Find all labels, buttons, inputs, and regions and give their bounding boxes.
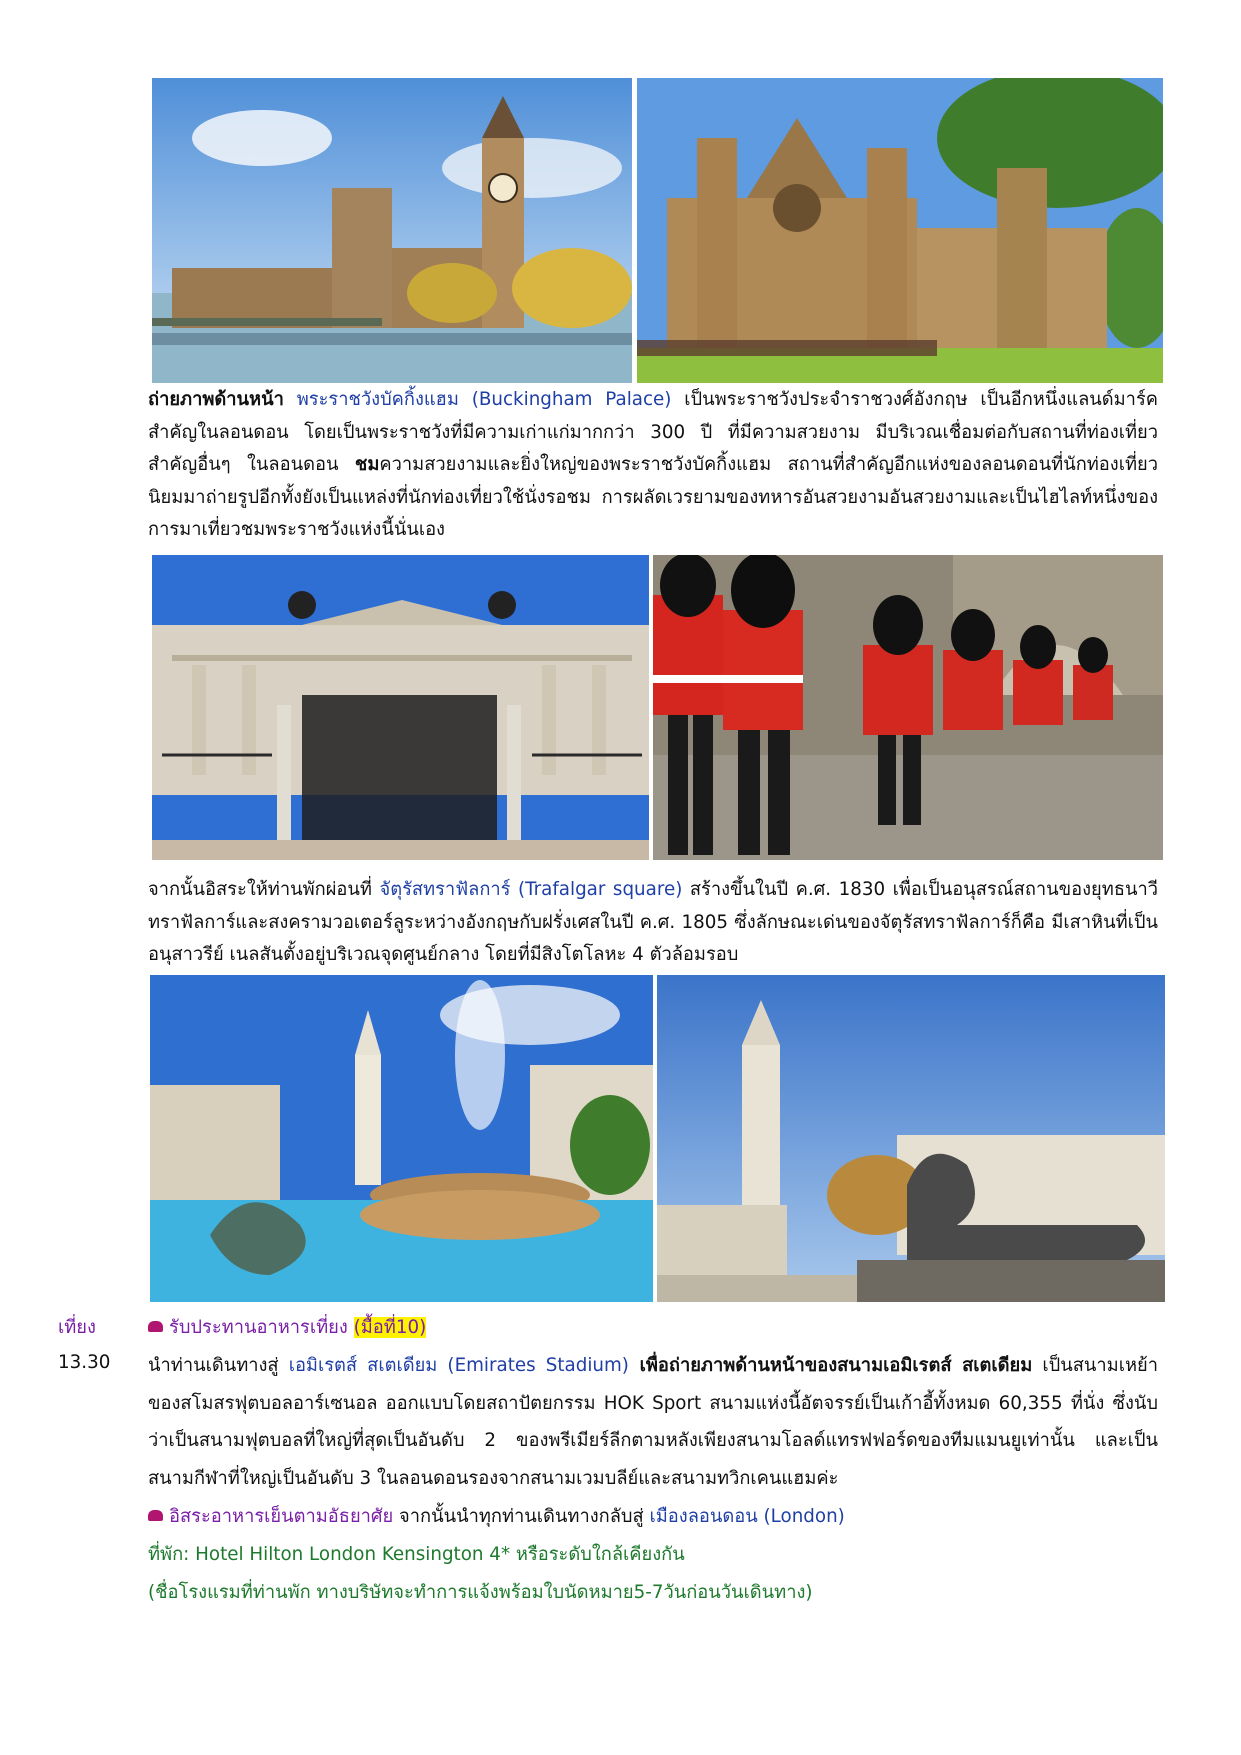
para2-text: สร้างขึ้นในปี ค.ศ. 1830 เพื่อเป็นอนุสรณ์สถานของยุทธนาวีทราฟัลการ์และสงครามวอเตอร์ลูระหว่างอังกฤษกับฝรั่งเศสในปี ค.ศ. 1805 ซึ่งลักษณะเด่นของจัตุรัสทราฟัลการ์ก็คือ มีเสาหินที่เป็นอนุสาวรีย์ เนลสันตั้งอยู่บริเวณจุดศูนย์กลาง โดยที่มีสิงโตโลหะ 4 ตัวล้อมรอบ [148, 879, 1159, 965]
lunch-line [148, 1313, 426, 1342]
afternoon-time-label: 13.30 [58, 1352, 111, 1373]
trafalgar-fountain-photo [150, 975, 653, 1302]
afternoon-bold: เพื่อถ่ายภาพด้านหน้าของสนามเอมิเรตส์ สเตเดียม [628, 1355, 1033, 1376]
big-ben-parliament-photo [152, 78, 632, 383]
london-link[interactable]: เมืองลอนดอน (London) [649, 1506, 845, 1527]
trafalgar-lion-photo [657, 975, 1165, 1302]
dinner-line [148, 1502, 845, 1531]
para1-text-b: ความสวยงามและยิ่งใหญ่ของพระราชวังบัคกิ้งแฮม สถานที่สำคัญอีกแห่งของลอนดอนที่นักท่องเที่ยวนิยมมาถ่ายรูปอีกทั้งยังเป็นแหล่งที่นักท่องเที่ยวใช้นั่งรอชม การผลัดเวรยามของทหารอันสวยงามอันสวยงามและเป็นไฮไลท์หนึ่งของการมาเที่ยวชมพระราชวังแห่งนี้นั่นเอง [148, 454, 1158, 540]
para2-lead: จากนั้นอิสระให้ท่านพักผ่อนที่ [148, 879, 380, 900]
buckingham-paragraph [148, 384, 1158, 547]
westminster-abbey-photo [637, 78, 1163, 383]
afternoon-text: เป็นสนามเหย้าของสโมสรฟุตบอลอาร์เซนอล ออกแบบโดยสถาปัตยกรรม HOK Sport สนามแห่งนี้อัตจรรย์เป็นเก้าอี้ทั้งหมด 60,355 ที่นั่ง ซึ่งนับว่าเป็นสนามฟุตบอลที่ใหญ่ที่สุดเป็นอันดับ 2 ของพรีเมียร์ลีกตามหลังเพียงสนามโอลด์แทรฟฟอร์ดของทีมแมนยูเท่านั้น และเป็นสนามกีฬาที่ใหญ่เป็นอันดับ 3 ในลอนดอนรองจากสนามเวมบลีย์และสนามทวิกเคนแฮมค่ะ [148, 1355, 1159, 1489]
buckingham-palace-gates-photo [152, 555, 649, 860]
royal-guards-march-photo [653, 555, 1163, 860]
buckingham-palace-link[interactable]: พระราชวังบัคกิ้งแฮม (Buckingham Palace) [296, 389, 672, 410]
trafalgar-paragraph [148, 874, 1158, 972]
dinner-text2: จากนั้นนำทุกท่านเดินทางกลับสู่ [393, 1506, 650, 1527]
meal-number-tag: (มื้อที่10) [353, 1317, 427, 1338]
hotel-line: ที่พัก: Hotel Hilton London Kensington 4* หรือระดับใกล้เคียงกัน [148, 1544, 685, 1565]
lead-bold: ถ่ายภาพด้านหน้า [148, 389, 284, 410]
bowl-icon [148, 1321, 163, 1332]
para1-text-a: เป็นพระราชวังประจำราชวงศ์อังกฤษ เป็นอีกหนึ่งแลนด์มาร์คสำคัญในลอนดอน โดยเป็นพระราชวังที่มีความเก่าแก่มากกว่า 300 ปี ที่มีความสวยงาม มีบริเวณเชื่อมต่อกับสถานที่ท่องเที่ยวสำคัญอื่นๆ ในลอนดอน [148, 389, 1158, 475]
afternoon-lead: นำท่านเดินทางสู่ [148, 1355, 289, 1376]
hotel-note: (ชื่อโรงแรมที่ท่านพัก ทางบริษัทจะทำการแจ้งพร้อมใบนัดหมาย5-7วันก่อนวันเดินทาง) [148, 1582, 813, 1603]
lunch-time-label: เที่ยง [58, 1317, 96, 1338]
lunch-text: รับประทานอาหารเที่ยง [169, 1317, 348, 1338]
emirates-paragraph [148, 1347, 1158, 1497]
para1-bold-word: ชม [354, 454, 380, 475]
bowl-icon [148, 1510, 163, 1521]
trafalgar-square-link[interactable]: จัตุรัสทราฟัลการ์ (Trafalgar square) [379, 879, 683, 900]
dinner-text: อิสระอาหารเย็นตามอัธยาศัย [169, 1506, 394, 1527]
emirates-stadium-link[interactable]: เอมิเรตส์ สเตเดียม (Emirates Stadium) [288, 1355, 629, 1376]
